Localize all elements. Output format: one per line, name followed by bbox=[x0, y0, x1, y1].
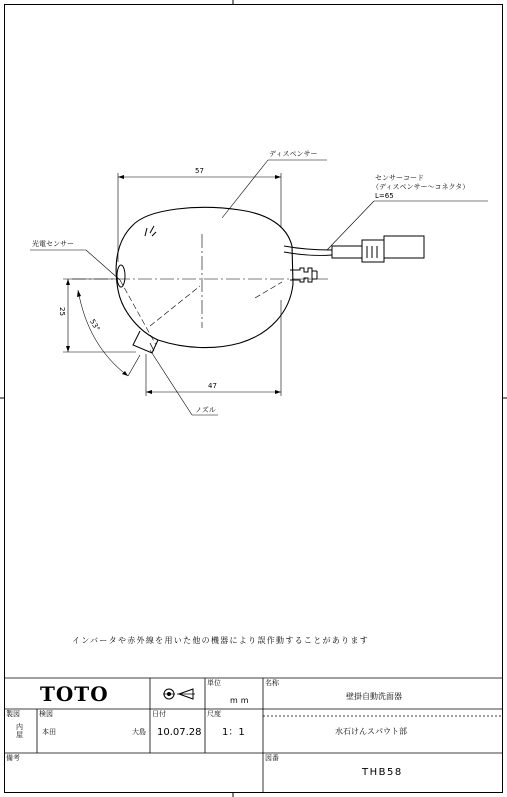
fitting-axis-line bbox=[255, 282, 282, 298]
dispenser-label: ディスペンサー bbox=[269, 150, 318, 158]
checked-by-2: 大島 bbox=[132, 728, 146, 736]
sensor-cord-label-2: （ディスペンサー〜コネクタ） bbox=[372, 183, 470, 191]
remarks-label: 備考 bbox=[6, 754, 20, 762]
part-name: 水石けんスパウト部 bbox=[335, 727, 407, 736]
photo-sensor-label: 光電センサー bbox=[32, 240, 74, 248]
connector-body bbox=[362, 240, 384, 262]
date-value: 10.07.28 bbox=[157, 727, 202, 738]
cord-leader bbox=[327, 201, 374, 250]
dispenser-leader bbox=[222, 160, 268, 218]
nozzle bbox=[133, 331, 158, 353]
dimension-angle: 53° bbox=[88, 317, 102, 333]
projection-symbol bbox=[163, 687, 195, 704]
body-logo-mark bbox=[145, 226, 156, 236]
nozzle-leader bbox=[150, 350, 192, 415]
drawing-number: THB58 bbox=[362, 767, 403, 778]
caution-note: インバータや赤外線を用いた他の機器により誤作動することがあります bbox=[72, 636, 370, 645]
dimension-47: 47 bbox=[208, 382, 217, 390]
connector-boot bbox=[332, 246, 362, 258]
name-label: 名称 bbox=[265, 679, 279, 687]
unit-label: 単位 bbox=[207, 679, 221, 687]
date-label: 日付 bbox=[152, 710, 166, 718]
dim57-arrow-right bbox=[275, 175, 281, 179]
toto-logo: TOTO bbox=[40, 682, 109, 706]
dim25-arrow-bottom bbox=[66, 346, 70, 352]
sheet-border bbox=[5, 5, 503, 793]
drawing-number-label: 図番 bbox=[265, 754, 279, 762]
sensor-cord-label-3: L=65 bbox=[375, 192, 394, 200]
product-name: 壁掛自動洗面器 bbox=[346, 692, 402, 701]
angle-arc bbox=[78, 290, 128, 376]
scale-value: 1：1 bbox=[222, 727, 245, 738]
dim57-arrow-left bbox=[118, 175, 124, 179]
sensor-cord-2 bbox=[284, 252, 332, 255]
sensor-axis-line bbox=[150, 286, 200, 326]
sensor-cord-label-1: センサーコード bbox=[375, 174, 424, 182]
dim47-arrow-right bbox=[275, 390, 281, 394]
sensor-leader bbox=[86, 250, 120, 280]
photo-sensor-window bbox=[117, 265, 125, 287]
dim47-arrow-left bbox=[146, 390, 152, 394]
unit-value: mm bbox=[230, 696, 252, 705]
checked-label: 検図 bbox=[39, 710, 53, 718]
dim25-arrow-top bbox=[66, 279, 70, 285]
dimension-57: 57 bbox=[195, 167, 204, 175]
nozzle-tip bbox=[150, 343, 154, 351]
checked-by-1: 本田 bbox=[42, 728, 56, 736]
drawn-label: 製図 bbox=[6, 710, 20, 718]
nozzle-label: ノズル bbox=[195, 406, 216, 414]
angle-arrow-top bbox=[77, 290, 81, 297]
angle-leader bbox=[128, 355, 140, 376]
drawn-by: 内 屋 bbox=[16, 723, 23, 739]
scale-label: 尺度 bbox=[207, 710, 221, 718]
sensor-cord bbox=[284, 246, 332, 250]
connector-head bbox=[384, 236, 424, 258]
dimension-25: 25 bbox=[57, 307, 66, 316]
dispenser-body bbox=[116, 207, 293, 347]
